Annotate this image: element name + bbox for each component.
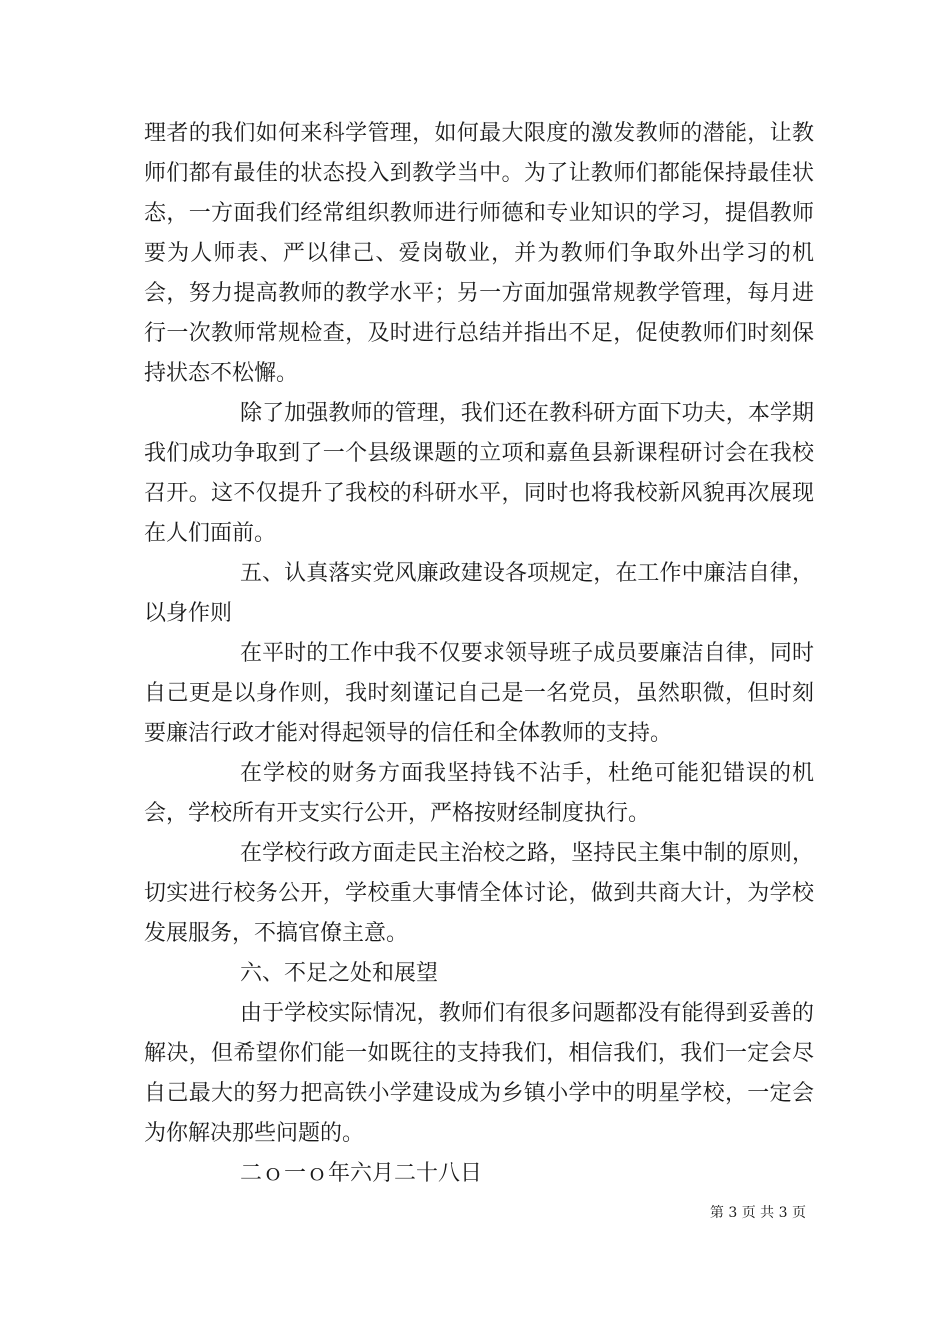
section-heading: 六、不足之处和展望 <box>240 961 439 986</box>
document-body <box>144 114 814 1194</box>
body-paragraph: 由于学校实际情况，教师们有很多问题都没有能得到妥善的解决，但希望你们能一如既往的支持我们，相信我们，我们一定会尽自己最大的努力把高铁小学建设成为乡镇小学中的明星学校，一定会为你解决那些问题的。 <box>144 1001 814 1146</box>
document-date: 二ｏ一ｏ年六月二十八日 <box>240 1161 483 1186</box>
body-paragraph: 在学校的财务方面我坚持钱不沾手，杜绝可能犯错误的机会，学校所有开支实行公开，严格按财经制度执行。 <box>144 761 814 826</box>
page-number-footer: 第 3 页 共 3 页 <box>709 1205 806 1221</box>
body-paragraph: 在平时的工作中我不仅要求领导班子成员要廉洁自律，同时自己更是以身作则，我时刻谨记自己是一名党员，虽然职微，但时刻要廉洁行政才能对得起领导的信任和全体教师的支持。 <box>144 641 814 746</box>
section-heading: 五、认真落实党风廉政建设各项规定，在工作中廉洁自律，以身作则 <box>144 561 814 626</box>
body-paragraph: 理者的我们如何来科学管理，如何最大限度的激发教师的潜能，让教师们都有最佳的状态投入到教学当中。为了让教师们都能保持最佳状态，一方面我们经常组织教师进行师德和专业知识的学习，提倡教师要为人师表、严以律己、爱岗敬业，并为教师们争取外出学习的机会，努力提高教师的教学水平；另一方面加强常规教学管理，每月进行一次教师常规检查，及时进行总结并指出不足，促使教师们时刻保持状态不松懈。 <box>144 121 814 386</box>
body-paragraph: 在学校行政方面走民主治校之路，坚持民主集中制的原则，切实进行校务公开，学校重大事情全体讨论，做到共商大计，为学校发展服务，不搞官僚主意。 <box>144 841 814 946</box>
body-paragraph: 除了加强教师的管理，我们还在教科研方面下功夫，本学期我们成功争取到了一个县级课题的立项和嘉鱼县新课程研讨会在我校召开。这不仅提升了我校的科研水平，同时也将我校新风貌再次展现在人们面前。 <box>144 401 814 546</box>
